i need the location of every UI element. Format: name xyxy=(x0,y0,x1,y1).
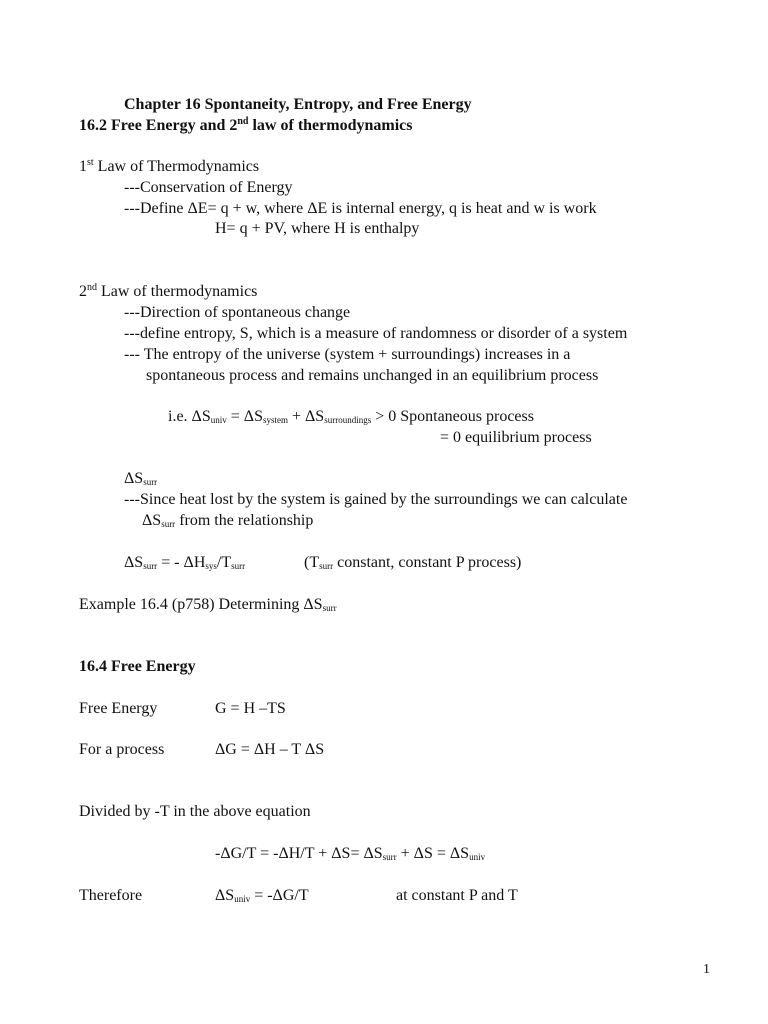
ssurr-equation: $\Delta S_{surr}$ = - $\Delta H_{sys}/T_{surr}$ xyxy=(124,554,246,571)
first-law-heading: 1st Law of Thermodynamics xyxy=(79,157,260,175)
ssurr-heading: $\Delta S_{surr}$ xyxy=(124,470,158,487)
second-law-line: ---Direction of spontaneous change xyxy=(124,304,351,321)
process-equation: ΔG = ΔH – T ΔS xyxy=(215,741,325,758)
therefore-note: at constant P and T xyxy=(396,887,518,904)
entropy-equation: i.e. $\Delta S_{univ} = \Delta S_{system} + \Delta S_{surroundings} > 0$ Spontaneous process xyxy=(168,408,534,425)
divided-line: Divided by -T in the above equation xyxy=(79,803,311,820)
second-law-line: spontaneous process and remains unchanged in an equilibrium process xyxy=(146,367,599,384)
section-title: 16.2 Free Energy and 2nd law of thermodynamics xyxy=(79,116,413,134)
second-law-line: --- The entropy of the universe (system + surroundings) increases in a xyxy=(124,346,571,363)
therefore-label: Therefore xyxy=(79,887,143,904)
ssurr-equation-note: ($T_{surr}$ constant, constant P process) xyxy=(304,554,522,571)
ssurr-line: ---Since heat lost by the system is gained by the surroundings we can calculate xyxy=(124,491,628,508)
second-law-line: ---define entropy, S, which is a measure of randomness or disorder of a system xyxy=(124,325,628,342)
chapter-title: Chapter 16 Spontaneity, Entropy, and Free Energy xyxy=(124,96,472,113)
free-energy-heading: 16.4 Free Energy xyxy=(79,658,196,675)
free-energy-label: Free Energy xyxy=(79,700,158,717)
free-energy-equation: G = H –TS xyxy=(215,700,286,717)
page-number: 1 xyxy=(703,962,710,977)
example-line: Example 16.4 (p758) Determining $\Delta S_{surr}$ xyxy=(79,596,337,613)
second-law-heading: 2nd Law of thermodynamics xyxy=(79,282,258,300)
therefore-equation: $\Delta S_{univ} = -\Delta G/T$ xyxy=(215,887,309,904)
ssurr-line: $\Delta S_{surr}$ from the relationship xyxy=(142,512,314,529)
equilibrium-line: = 0 equilibrium process xyxy=(440,429,592,446)
process-label: For a process xyxy=(79,741,165,758)
enthalpy-line: H= q + PV, where H is enthalpy xyxy=(215,220,420,237)
first-law-line: ---Define ΔE= q + w, where ΔE is internal energy, q is heat and w is work xyxy=(124,200,597,217)
derived-equation: $-\Delta G/T = -\Delta H/T + \Delta S= \Delta S_{surr} + \Delta S = \Delta S_{univ}$ xyxy=(215,845,486,862)
first-law-line: ---Conservation of Energy xyxy=(124,179,293,196)
